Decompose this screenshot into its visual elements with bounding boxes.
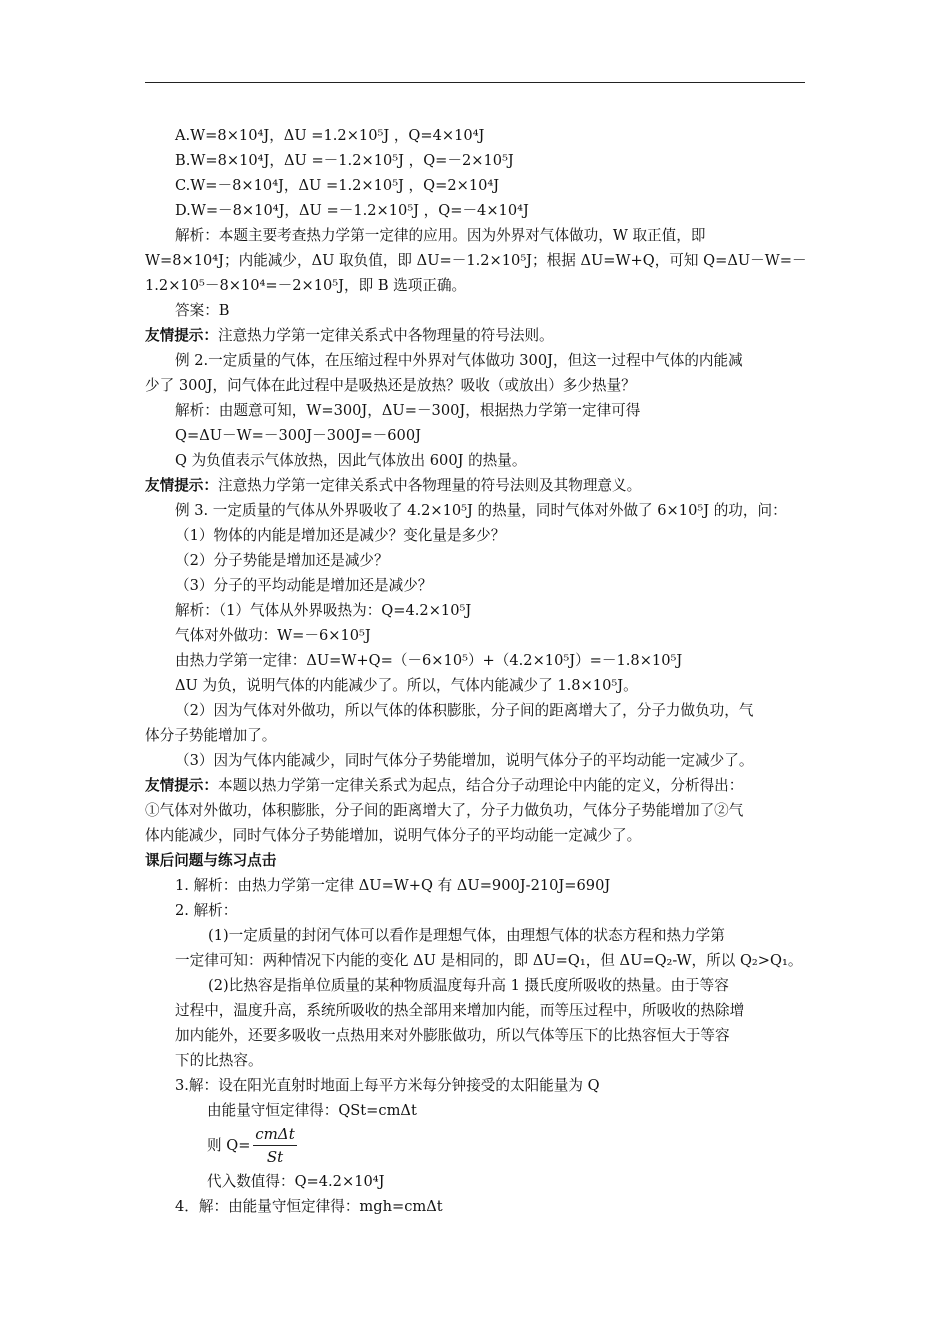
ex3-sub-question-2: （2）分子势能是增加还是减少？ <box>175 552 389 569</box>
ex1-analysis-line-3: 1.2×10⁵－8×10⁴=－2×10⁵J，即 B 选项正确。 <box>145 277 467 294</box>
option-a: A.W=8×10⁴J，ΔU =1.2×10⁵J ，Q=4×10⁴J <box>175 127 485 144</box>
ex3-sub-question-1: （1）物体的内能是增加还是减少？变化量是多少？ <box>175 527 506 544</box>
tip-label: 友情提示： <box>145 477 218 494</box>
answer-2-part-2-line-2: 过程中，温度升高，系统所吸收的热全部用来增加内能，而等压过程中，所吸收的热除增 <box>175 1002 745 1019</box>
ex1-analysis-line-1: 解析：本题主要考查热力学第一定律的应用。因为外界对气体做功，W 取正值，即 <box>175 227 706 244</box>
ex2-question-line-1: 例 2.一定质量的气体，在压缩过程中外界对气体做功 300J，但这一过程中气体的内能减 <box>175 352 743 369</box>
answer-2-part-1-line-2: 一定律可知：两种情况下内能的变化 ΔU 是相同的，即 ΔU=Q₁，但 ΔU=Q₂-W，所以 Q₂>Q₁。 <box>175 952 803 969</box>
answer-3-line-1: 由能量守恒定律得：QSt=cmΔt <box>207 1102 417 1119</box>
ex3-tip-line-2: ①气体对外做功，体积膨胀，分子间的距离增大了，分子力做负功，气体分子势能增加了②气 <box>145 802 744 819</box>
answer-3: 3.解：设在阳光直射时地面上每平方米每分钟接受的太阳能量为 Q <box>175 1077 600 1094</box>
answer-1: 1. 解析：由热力学第一定律 ΔU=W+Q 有 ΔU=900J-210J=690J <box>175 877 611 894</box>
answer-3-line-3: 代入数值得：Q=4.2×10⁴J <box>207 1173 385 1190</box>
fraction-bar <box>253 1145 297 1146</box>
answer-2-part-2-line-1: (2)比热容是指单位质量的某种物质温度每升高 1 摄氏度所吸收的热量。由于等容 <box>208 977 729 994</box>
answer-2-part-2-line-3: 加内能外，还要多吸收一点热用来对外膨胀做功，所以气体等压下的比热容恒大于等容 <box>175 1027 730 1044</box>
answer-2-part-1-line-1: (1)一定质量的封闭气体可以看作是理想气体，由理想气体的状态方程和热力学第 <box>208 927 725 944</box>
fraction-denominator: St <box>266 1148 284 1166</box>
option-b: B.W=8×10⁴J，ΔU =－1.2×10⁵J ，Q=－2×10⁵J <box>175 152 514 169</box>
tip-text: 注意热力学第一定律关系式中各物理量的符号法则及其物理意义。 <box>217 477 642 494</box>
ex2-analysis-line-3: Q 为负值表示气体放热，因此气体放出 600J 的热量。 <box>175 452 527 469</box>
ex3-analysis-line-1: 解析：（1）气体从外界吸热为：Q=4.2×10⁵J <box>175 602 472 619</box>
ex1-answer: 答案：B <box>175 302 230 319</box>
ex3-question: 例 3. 一定质量的气体从外界吸收了 4.2×10⁵J 的热量，同时气体对外做了 6×10⁵J 的功，问： <box>175 502 787 519</box>
tip-label: 友情提示： <box>145 777 218 794</box>
answer-3-line-2: 则 Q= <box>207 1137 251 1154</box>
answer-2-part-2-line-4: 下的比热容。 <box>175 1052 263 1069</box>
ex3-tip <box>145 776 743 796</box>
ex3-analysis-line-2: 气体对外做功：W=－6×10⁵J <box>175 627 371 644</box>
ex3-analysis-line-6: 体分子势能增加了。 <box>145 727 277 744</box>
answer-4: 4．解：由能量守恒定律得：mgh=cmΔt <box>175 1198 443 1215</box>
header-rule <box>145 82 805 83</box>
ex3-analysis-line-3: 由热力学第一定律：ΔU=W+Q=（－6×10⁵）+（4.2×10⁵J）=－1.8×10⁵J <box>175 652 683 669</box>
tip-label: 友情提示： <box>145 327 218 344</box>
ex3-analysis-line-5: （2）因为气体对外做功，所以气体的体积膨胀，分子间的距离增大了，分子力做负功，气 <box>175 702 754 719</box>
ex3-tip-line-3: 体内能减少，同时气体分子势能增加，说明气体分子的平均动能一定减少了。 <box>145 827 642 844</box>
ex3-analysis-line-4: ΔU 为负，说明气体的内能减少了。所以，气体内能减少了 1.8×10⁵J。 <box>175 677 638 694</box>
ex1-tip <box>145 326 554 346</box>
section-heading: 课后问题与练习点击 <box>145 852 277 869</box>
option-c: C.W=－8×10⁴J，ΔU =1.2×10⁵J ，Q=2×10⁴J <box>175 177 500 194</box>
option-d: D.W=－8×10⁴J，ΔU =－1.2×10⁵J ，Q=－4×10⁴J <box>175 202 529 219</box>
ex2-analysis-line-1: 解析：由题意可知，W=300J，ΔU=－300J，根据热力学第一定律可得 <box>175 402 641 419</box>
tip-text: 注意热力学第一定律关系式中各物理量的符号法则。 <box>217 327 554 344</box>
ex1-analysis-line-2: W=8×10⁴J；内能减少，ΔU 取负值，即 ΔU=－1.2×10⁵J；根据 ΔU=W+Q，可知 Q=ΔU－W=－ <box>145 252 807 269</box>
answer-2-label: 2. 解析： <box>175 902 238 919</box>
ex2-question-line-2: 少了 300J，问气体在此过程中是吸热还是放热？吸收（或放出）多少热量？ <box>145 377 636 394</box>
ex3-analysis-line-7: （3）因为气体内能减少，同时气体分子势能增加，说明气体分子的平均动能一定减少了。 <box>175 752 754 769</box>
ex2-tip <box>145 476 641 496</box>
ex2-analysis-line-2: Q=ΔU－W=－300J－300J=－600J <box>175 427 421 444</box>
fraction-numerator: cmΔt <box>255 1125 295 1143</box>
fraction <box>250 1124 300 1167</box>
ex3-sub-question-3: （3）分子的平均动能是增加还是减少？ <box>175 577 433 594</box>
tip-text: 本题以热力学第一定律关系式为起点，结合分子动理论中内能的定义，分析得出： <box>217 777 744 794</box>
